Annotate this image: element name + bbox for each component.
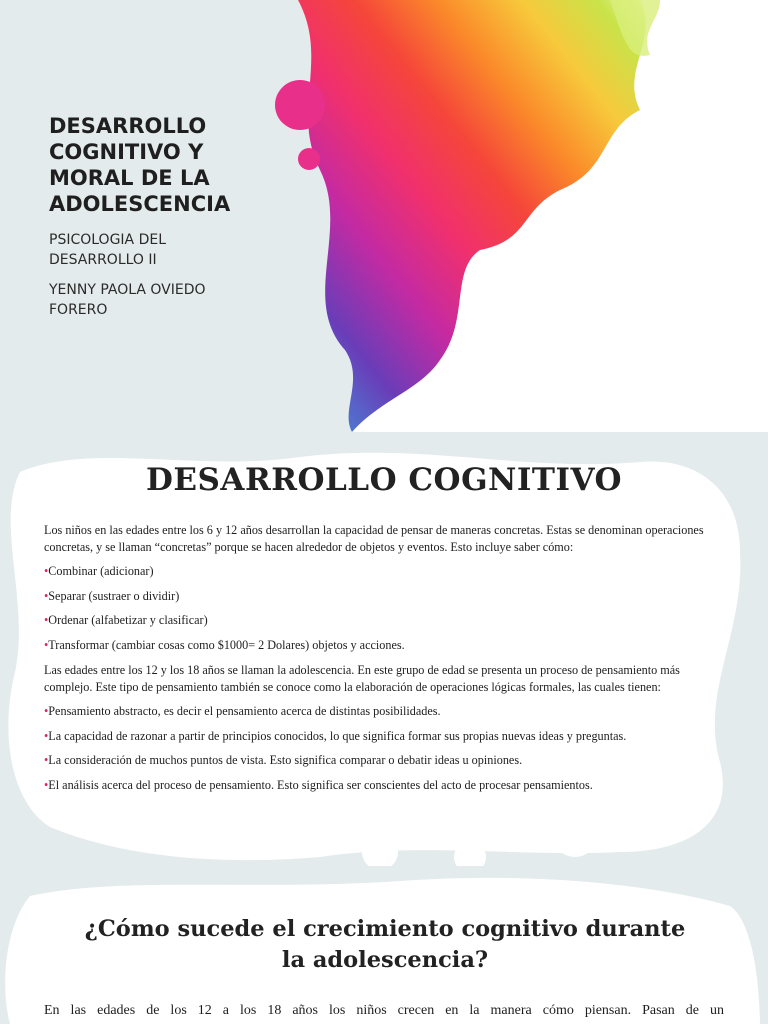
list-item: •Separar (sustraer o dividir) xyxy=(44,588,180,603)
list-item: •Transformar (cambiar cosas como $1000= 2 Dolares) objetos y acciones. xyxy=(44,637,405,652)
slide-body-text: En las edades de los 12 a los 18 años los niños crecen en la manera cómo piensan. Pasan de un xyxy=(44,1003,724,1018)
list-item: •Combinar (adicionar) xyxy=(44,564,154,578)
intro-paragraph: Los niños en las edades entre los 6 y 12 años desarrollan la capacidad de pensar de maneras concretas. Estas se denominan operaciones concretas, y se llaman “concretas” porque se hacen alrededor de objetos y eventos. Esto incluye saber cómo: xyxy=(44,523,704,554)
slide-desarrollo-cognitivo xyxy=(0,432,768,866)
slide-crecimiento-cognitivo xyxy=(0,866,768,1024)
course-subtitle: PSICOLOGIA DEL DESARROLLO II xyxy=(49,232,167,268)
slide-body xyxy=(44,522,724,793)
slide-question-heading: ¿Cómo sucede el crecimiento cognitivo durante la adolescencia? xyxy=(84,916,686,973)
pink-dot-small xyxy=(298,148,320,170)
list-item: •Pensamiento abstracto, es decir el pensamiento acerca de distintas posibilidades. xyxy=(44,704,441,718)
adolescence-paragraph: Las edades entre los 12 y los 18 años se llaman la adolescencia. En este grupo de edad se presenta un proceso de pensamiento más complejo. Este tipo de pensamiento también se conoce como la elaboración de operaciones lógicas formales, las cuales tienen: xyxy=(44,663,680,694)
list-item: •Ordenar (alfabetizar y clasificar) xyxy=(44,613,208,627)
list-item: •El análisis acerca del proceso de pensamiento. Esto significa ser conscientes del acto de procesar pensamientos. xyxy=(44,777,593,792)
list-item: •La consideración de muchos puntos de vista. Esto significa comparar o debatir ideas u opiniones. xyxy=(44,753,523,767)
slide-title xyxy=(0,0,768,432)
slide-title-heading: DESARROLLO COGNITIVO xyxy=(146,462,622,498)
author-name: YENNY PAOLA OVIEDO FORERO xyxy=(49,282,206,318)
list-item: •La capacidad de razonar a partir de principios conocidos, lo que significa formar sus propias nuevas ideas y preguntas. xyxy=(44,728,627,743)
presentation-title: DESARROLLO COGNITIVO Y MORAL DE LA ADOLESCENCIA xyxy=(49,114,231,216)
